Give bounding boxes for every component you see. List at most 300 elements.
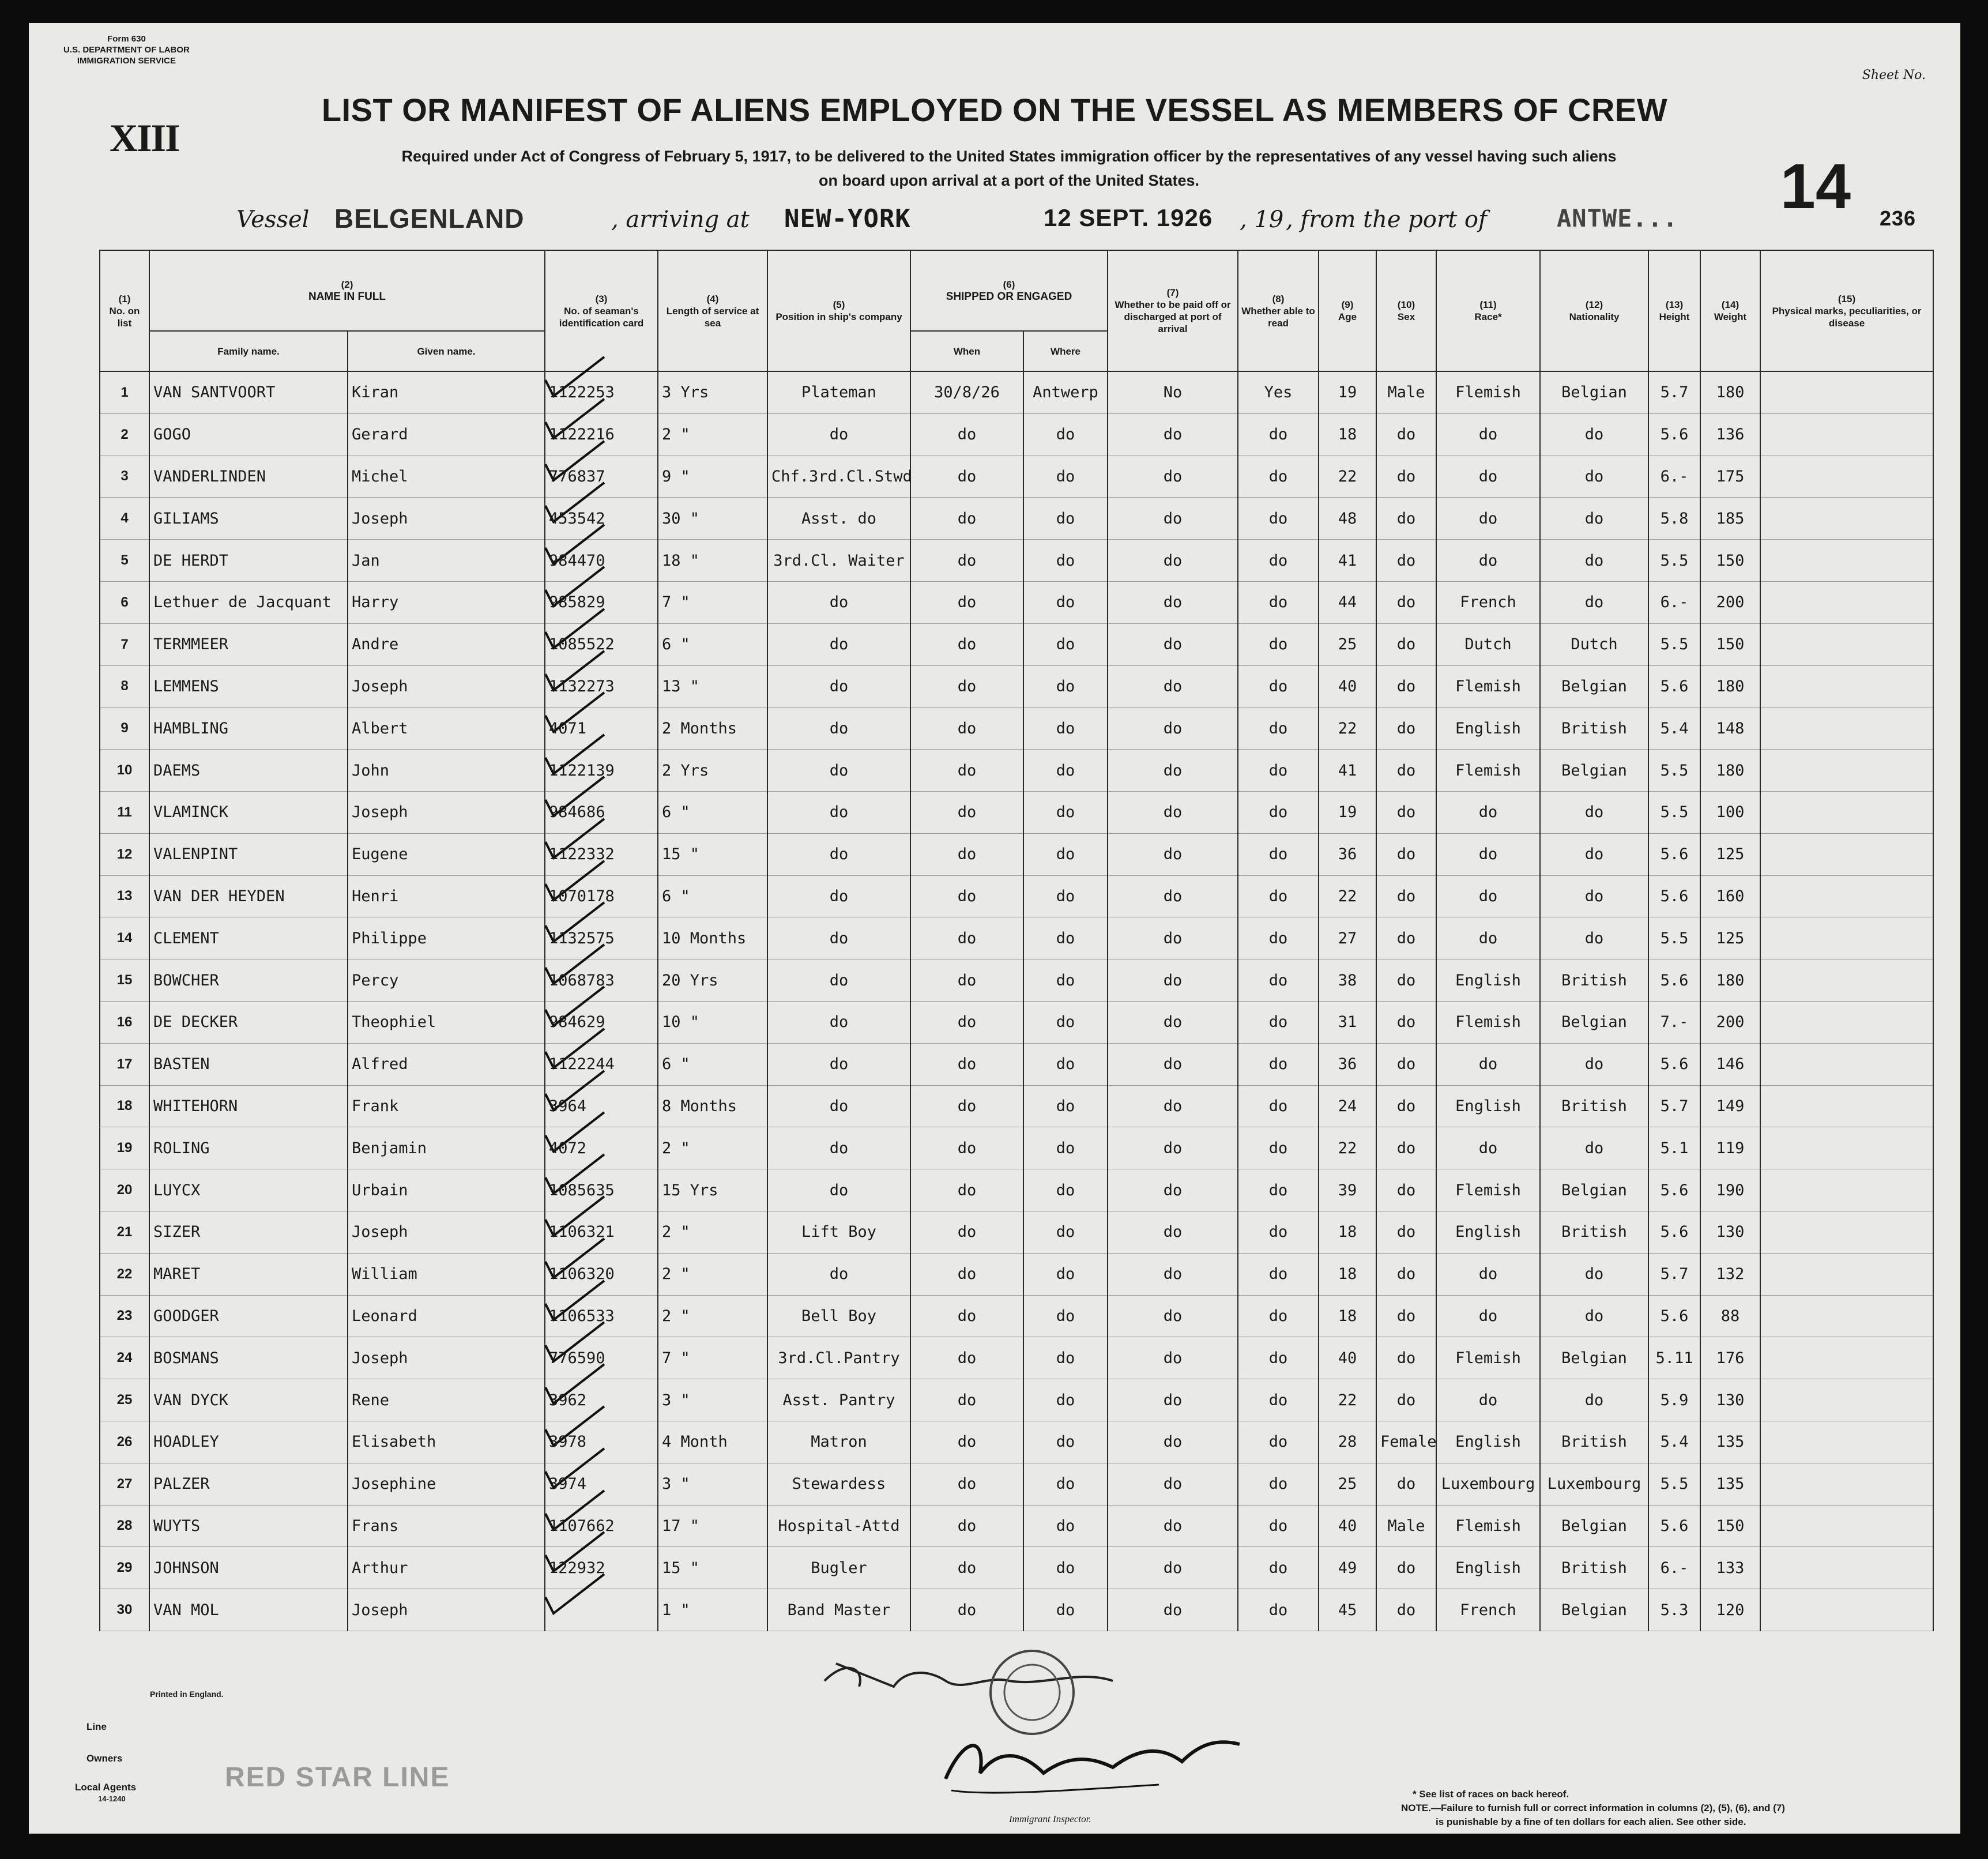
family-name: BOWCHER bbox=[149, 959, 348, 1002]
table-row bbox=[100, 959, 1933, 1002]
height: 5.5 bbox=[1648, 540, 1700, 582]
given-name: John bbox=[348, 750, 545, 792]
company-stamp: RED STAR LINE bbox=[225, 1762, 450, 1793]
shipped-where: do bbox=[1023, 581, 1108, 623]
row-number: 4 bbox=[100, 498, 149, 540]
family-name: VALENPINT bbox=[149, 833, 348, 875]
shipped-where: do bbox=[1023, 1169, 1108, 1211]
service-length: 15 " bbox=[658, 833, 767, 875]
id-card-number: 1070178 bbox=[549, 887, 615, 905]
service-length: 2 " bbox=[658, 413, 767, 456]
note-line-3: is punishable by a fine of ten dollars for each alien. See other side. bbox=[1436, 1816, 1746, 1827]
sex: do bbox=[1376, 1463, 1436, 1505]
able-to-read: do bbox=[1238, 1253, 1319, 1295]
physical-marks bbox=[1760, 665, 1933, 708]
table-row bbox=[100, 1547, 1933, 1589]
race: do bbox=[1436, 875, 1540, 917]
age: 45 bbox=[1319, 1589, 1376, 1631]
given-name: Albert bbox=[348, 708, 545, 750]
position: Matron bbox=[767, 1421, 910, 1463]
race: do bbox=[1436, 1127, 1540, 1169]
age: 39 bbox=[1319, 1169, 1376, 1211]
service-length: 13 " bbox=[658, 665, 767, 708]
able-to-read: do bbox=[1238, 665, 1319, 708]
table-row bbox=[100, 750, 1933, 792]
weight: 133 bbox=[1700, 1547, 1760, 1589]
shipped-where: do bbox=[1023, 540, 1108, 582]
given-name: Kiran bbox=[348, 371, 545, 413]
shipped-where: do bbox=[1023, 1421, 1108, 1463]
shipped-where: do bbox=[1023, 1043, 1108, 1085]
race: do bbox=[1436, 833, 1540, 875]
nationality: do bbox=[1540, 1295, 1648, 1337]
row-number: 13 bbox=[100, 875, 149, 917]
position: do bbox=[767, 833, 910, 875]
able-to-read: do bbox=[1238, 750, 1319, 792]
id-card-number: 985829 bbox=[549, 593, 605, 612]
sex: Female bbox=[1376, 1421, 1436, 1463]
height: 5.4 bbox=[1648, 1421, 1700, 1463]
family-name: WHITEHORN bbox=[149, 1085, 348, 1127]
id-card-number: 1106321 bbox=[549, 1223, 615, 1241]
nationality: Belgian bbox=[1540, 1337, 1648, 1379]
row-number: 6 bbox=[100, 581, 149, 623]
nationality: do bbox=[1540, 875, 1648, 917]
age: 41 bbox=[1319, 750, 1376, 792]
table-row bbox=[100, 665, 1933, 708]
family-name: VAN MOL bbox=[149, 1589, 348, 1631]
sex: do bbox=[1376, 750, 1436, 792]
nationality: Belgian bbox=[1540, 665, 1648, 708]
race: do bbox=[1436, 1043, 1540, 1085]
sheet-number: 14 bbox=[1780, 151, 1851, 222]
paid-off: do bbox=[1108, 1295, 1238, 1337]
given-name: Frank bbox=[348, 1085, 545, 1127]
position: do bbox=[767, 1169, 910, 1211]
height: 6.- bbox=[1648, 581, 1700, 623]
service-length: 2 Yrs bbox=[658, 750, 767, 792]
nationality: do bbox=[1540, 456, 1648, 498]
physical-marks bbox=[1760, 1085, 1933, 1127]
height: 5.9 bbox=[1648, 1379, 1700, 1421]
col-header-physical-marks: (15) Physical marks, peculiarities, or disease bbox=[1760, 250, 1933, 371]
id-card-number: 4071 bbox=[549, 719, 587, 737]
weight: 150 bbox=[1700, 623, 1760, 665]
sex: do bbox=[1376, 456, 1436, 498]
weight: 136 bbox=[1700, 413, 1760, 456]
table-row bbox=[100, 875, 1933, 917]
paid-off: do bbox=[1108, 1253, 1238, 1295]
subtitle-line-2: on board upon arrival at a port of the United States. bbox=[818, 172, 1200, 189]
col-header-number: (1) No. on list bbox=[100, 250, 149, 371]
paid-off: do bbox=[1108, 833, 1238, 875]
given-name: Jan bbox=[348, 540, 545, 582]
shipped-when: do bbox=[910, 665, 1023, 708]
family-name: GOGO bbox=[149, 413, 348, 456]
physical-marks bbox=[1760, 623, 1933, 665]
age: 24 bbox=[1319, 1085, 1376, 1127]
race: do bbox=[1436, 413, 1540, 456]
table-row bbox=[100, 791, 1933, 833]
physical-marks bbox=[1760, 1253, 1933, 1295]
shipped-when: do bbox=[910, 1379, 1023, 1421]
family-name: LEMMENS bbox=[149, 665, 348, 708]
race: English bbox=[1436, 708, 1540, 750]
shipped-where: do bbox=[1023, 623, 1108, 665]
row-number: 16 bbox=[100, 1001, 149, 1043]
height: 5.6 bbox=[1648, 1211, 1700, 1253]
col-header-nationality: (12) Nationality bbox=[1540, 250, 1648, 371]
table-row bbox=[100, 1505, 1933, 1547]
family-name: PALZER bbox=[149, 1463, 348, 1505]
position: Stewardess bbox=[767, 1463, 910, 1505]
physical-marks bbox=[1760, 1295, 1933, 1337]
physical-marks bbox=[1760, 1169, 1933, 1211]
physical-marks bbox=[1760, 1505, 1933, 1547]
sheet-label: Sheet No. bbox=[1862, 68, 1926, 82]
position: do bbox=[767, 875, 910, 917]
service-length: 6 " bbox=[658, 623, 767, 665]
handwritten-mark: XIII bbox=[110, 116, 179, 160]
weight: 175 bbox=[1700, 456, 1760, 498]
id-card-number: 1085522 bbox=[549, 635, 615, 654]
col-header-height: (13) Height bbox=[1648, 250, 1700, 371]
nationality: do bbox=[1540, 498, 1648, 540]
service-length: 10 " bbox=[658, 1001, 767, 1043]
table-row bbox=[100, 1169, 1933, 1211]
col-header-family-name: Family name. bbox=[149, 331, 348, 371]
nationality: Belgian bbox=[1540, 1001, 1648, 1043]
able-to-read: do bbox=[1238, 708, 1319, 750]
row-number: 5 bbox=[100, 540, 149, 582]
check-mark-icon bbox=[543, 1572, 607, 1618]
age: 25 bbox=[1319, 623, 1376, 665]
able-to-read: do bbox=[1238, 1421, 1319, 1463]
sex: do bbox=[1376, 1085, 1436, 1127]
weight: 100 bbox=[1700, 791, 1760, 833]
given-name: Joseph bbox=[348, 665, 545, 708]
paid-off: do bbox=[1108, 1337, 1238, 1379]
service-length: 4 Month bbox=[658, 1421, 767, 1463]
table-row bbox=[100, 1421, 1933, 1463]
family-name: LUYCX bbox=[149, 1169, 348, 1211]
paid-off: do bbox=[1108, 1085, 1238, 1127]
age: 44 bbox=[1319, 581, 1376, 623]
age: 22 bbox=[1319, 875, 1376, 917]
shipped-where: do bbox=[1023, 1127, 1108, 1169]
physical-marks bbox=[1760, 708, 1933, 750]
id-card-number: 984629 bbox=[549, 1013, 605, 1032]
shipped-where: do bbox=[1023, 1589, 1108, 1631]
weight: 180 bbox=[1700, 750, 1760, 792]
nationality: do bbox=[1540, 581, 1648, 623]
sex: do bbox=[1376, 581, 1436, 623]
given-name: Henri bbox=[348, 875, 545, 917]
table-body bbox=[100, 371, 1933, 1631]
table-row bbox=[100, 1043, 1933, 1085]
shipped-when: do bbox=[910, 708, 1023, 750]
weight: 88 bbox=[1700, 1295, 1760, 1337]
race: Flemish bbox=[1436, 1169, 1540, 1211]
age: 40 bbox=[1319, 1505, 1376, 1547]
height: 5.3 bbox=[1648, 1589, 1700, 1631]
row-number: 18 bbox=[100, 1085, 149, 1127]
sex: do bbox=[1376, 1379, 1436, 1421]
race: Luxembourg bbox=[1436, 1463, 1540, 1505]
col-header-paid-off: (7) Whether to be paid off or discharged at port of arrival bbox=[1108, 250, 1238, 371]
nationality: do bbox=[1540, 1253, 1648, 1295]
able-to-read: do bbox=[1238, 498, 1319, 540]
height: 6.- bbox=[1648, 456, 1700, 498]
service-length: 30 " bbox=[658, 498, 767, 540]
paid-off: do bbox=[1108, 1211, 1238, 1253]
table-row bbox=[100, 1127, 1933, 1169]
row-number: 26 bbox=[100, 1421, 149, 1463]
nationality: do bbox=[1540, 1043, 1648, 1085]
shipped-when: do bbox=[910, 1337, 1023, 1379]
position: do bbox=[767, 750, 910, 792]
able-to-read: do bbox=[1238, 623, 1319, 665]
shipped-when: do bbox=[910, 498, 1023, 540]
given-name: Benjamin bbox=[348, 1127, 545, 1169]
given-name: Joseph bbox=[348, 791, 545, 833]
printed-note: Printed in England. bbox=[150, 1689, 224, 1699]
table-row bbox=[100, 623, 1933, 665]
signature-and-seal bbox=[813, 1646, 1263, 1819]
shipped-where: do bbox=[1023, 1295, 1108, 1337]
age: 48 bbox=[1319, 498, 1376, 540]
row-number: 11 bbox=[100, 791, 149, 833]
nationality: do bbox=[1540, 413, 1648, 456]
table-row bbox=[100, 1001, 1933, 1043]
physical-marks bbox=[1760, 875, 1933, 917]
shipped-when: do bbox=[910, 581, 1023, 623]
service-length: 3 Yrs bbox=[658, 371, 767, 413]
able-to-read: do bbox=[1238, 456, 1319, 498]
age: 25 bbox=[1319, 1463, 1376, 1505]
row-number: 7 bbox=[100, 623, 149, 665]
shipped-when: do bbox=[910, 1253, 1023, 1295]
shipped-when: do bbox=[910, 1505, 1023, 1547]
physical-marks bbox=[1760, 581, 1933, 623]
vessel-name: BELGENLAND bbox=[334, 204, 525, 234]
id-card-number: 3964 bbox=[549, 1097, 587, 1115]
id-card-number: 984470 bbox=[549, 551, 605, 570]
sex: do bbox=[1376, 1295, 1436, 1337]
shipped-when: do bbox=[910, 791, 1023, 833]
nationality: do bbox=[1540, 917, 1648, 959]
weight: 150 bbox=[1700, 1505, 1760, 1547]
id-card-number: 1068783 bbox=[549, 971, 615, 989]
age: 36 bbox=[1319, 1043, 1376, 1085]
able-to-read: do bbox=[1238, 413, 1319, 456]
race: Flemish bbox=[1436, 750, 1540, 792]
nationality: do bbox=[1540, 1379, 1648, 1421]
able-to-read: do bbox=[1238, 1127, 1319, 1169]
row-number: 2 bbox=[100, 413, 149, 456]
sex: do bbox=[1376, 1337, 1436, 1379]
service-length: 7 " bbox=[658, 1337, 767, 1379]
height: 5.11 bbox=[1648, 1337, 1700, 1379]
nationality: British bbox=[1540, 959, 1648, 1002]
row-number: 17 bbox=[100, 1043, 149, 1085]
paid-off: do bbox=[1108, 581, 1238, 623]
table-row bbox=[100, 1085, 1933, 1127]
given-name: Arthur bbox=[348, 1547, 545, 1589]
sex: do bbox=[1376, 875, 1436, 917]
year-label: , 19 bbox=[1240, 206, 1284, 233]
page-title: LIST OR MANIFEST OF ALIENS EMPLOYED ON THE VESSEL AS MEMBERS OF CREW bbox=[321, 92, 1668, 128]
shipped-when: do bbox=[910, 1043, 1023, 1085]
age: 22 bbox=[1319, 708, 1376, 750]
family-name: CLEMENT bbox=[149, 917, 348, 959]
sex: do bbox=[1376, 917, 1436, 959]
position: do bbox=[767, 959, 910, 1002]
weight: 185 bbox=[1700, 498, 1760, 540]
position: 3rd.Cl. Waiter bbox=[767, 540, 910, 582]
physical-marks bbox=[1760, 1547, 1933, 1589]
shipped-where: do bbox=[1023, 1547, 1108, 1589]
sex: do bbox=[1376, 1169, 1436, 1211]
shipped-when: do bbox=[910, 1589, 1023, 1631]
age: 22 bbox=[1319, 456, 1376, 498]
service-length: 6 " bbox=[658, 791, 767, 833]
position: do bbox=[767, 623, 910, 665]
shipped-when: do bbox=[910, 1127, 1023, 1169]
family-name: WUYTS bbox=[149, 1505, 348, 1547]
family-name: DE HERDT bbox=[149, 540, 348, 582]
shipped-where: do bbox=[1023, 708, 1108, 750]
weight: 132 bbox=[1700, 1253, 1760, 1295]
family-name: GOODGER bbox=[149, 1295, 348, 1337]
family-name: BASTEN bbox=[149, 1043, 348, 1085]
able-to-read: Yes bbox=[1238, 371, 1319, 413]
family-name: VAN DYCK bbox=[149, 1379, 348, 1421]
row-number: 30 bbox=[100, 1589, 149, 1631]
able-to-read: do bbox=[1238, 875, 1319, 917]
shipped-where: do bbox=[1023, 1253, 1108, 1295]
paid-off: do bbox=[1108, 1547, 1238, 1589]
id-card-number: 1122332 bbox=[549, 845, 615, 864]
physical-marks bbox=[1760, 833, 1933, 875]
row-number: 29 bbox=[100, 1547, 149, 1589]
service-length: 3 " bbox=[658, 1463, 767, 1505]
service-length: 3 " bbox=[658, 1379, 767, 1421]
family-name: VLAMINCK bbox=[149, 791, 348, 833]
able-to-read: do bbox=[1238, 1295, 1319, 1337]
position: do bbox=[767, 1043, 910, 1085]
id-card-number: 1122216 bbox=[549, 426, 615, 444]
height: 5.6 bbox=[1648, 959, 1700, 1002]
sex: do bbox=[1376, 1253, 1436, 1295]
shipped-where: do bbox=[1023, 456, 1108, 498]
family-name: ROLING bbox=[149, 1127, 348, 1169]
sex: do bbox=[1376, 498, 1436, 540]
race: do bbox=[1436, 540, 1540, 582]
age: 28 bbox=[1319, 1421, 1376, 1463]
race: do bbox=[1436, 1379, 1540, 1421]
able-to-read: do bbox=[1238, 540, 1319, 582]
service-length: 6 " bbox=[658, 875, 767, 917]
weight: 200 bbox=[1700, 1001, 1760, 1043]
arrival-date: 12 SEPT. 1926 bbox=[1044, 204, 1213, 231]
shipped-when: do bbox=[910, 833, 1023, 875]
able-to-read: do bbox=[1238, 1043, 1319, 1085]
position: do bbox=[767, 708, 910, 750]
nationality: British bbox=[1540, 1547, 1648, 1589]
height: 5.6 bbox=[1648, 1169, 1700, 1211]
service-length: 2 " bbox=[658, 1127, 767, 1169]
given-name: Andre bbox=[348, 623, 545, 665]
service-length: 15 Yrs bbox=[658, 1169, 767, 1211]
col-header-race: (11) Race* bbox=[1436, 250, 1540, 371]
able-to-read: do bbox=[1238, 917, 1319, 959]
family-name: HAMBLING bbox=[149, 708, 348, 750]
race: do bbox=[1436, 917, 1540, 959]
age: 49 bbox=[1319, 1547, 1376, 1589]
row-number: 22 bbox=[100, 1253, 149, 1295]
shipped-when: do bbox=[910, 413, 1023, 456]
id-card-number: 1122139 bbox=[549, 761, 615, 780]
given-name: Joseph bbox=[348, 1211, 545, 1253]
shipped-where: do bbox=[1023, 1505, 1108, 1547]
paid-off: do bbox=[1108, 708, 1238, 750]
physical-marks bbox=[1760, 1589, 1933, 1631]
paid-off: do bbox=[1108, 875, 1238, 917]
line-label: Line bbox=[86, 1721, 107, 1732]
paid-off: do bbox=[1108, 1505, 1238, 1547]
col-header-position: (5) Position in ship's company bbox=[767, 250, 910, 371]
crew-manifest-table bbox=[99, 250, 1934, 1631]
paid-off: do bbox=[1108, 1589, 1238, 1631]
id-card-number: 3978 bbox=[549, 1433, 587, 1451]
id-card-number: 776837 bbox=[549, 467, 605, 486]
able-to-read: do bbox=[1238, 1547, 1319, 1589]
age: 19 bbox=[1319, 371, 1376, 413]
race: do bbox=[1436, 791, 1540, 833]
nationality: Belgian bbox=[1540, 371, 1648, 413]
sex: do bbox=[1376, 1211, 1436, 1253]
weight: 180 bbox=[1700, 665, 1760, 708]
height: 5.7 bbox=[1648, 1085, 1700, 1127]
shipped-when: do bbox=[910, 1211, 1023, 1253]
height: 5.6 bbox=[1648, 413, 1700, 456]
arriving-label: , arriving at bbox=[611, 206, 750, 233]
physical-marks bbox=[1760, 791, 1933, 833]
row-number: 10 bbox=[100, 750, 149, 792]
given-name: Alfred bbox=[348, 1043, 545, 1085]
shipped-when: do bbox=[910, 917, 1023, 959]
able-to-read: do bbox=[1238, 1169, 1319, 1211]
sex: do bbox=[1376, 1043, 1436, 1085]
shipped-where: do bbox=[1023, 1085, 1108, 1127]
table-row bbox=[100, 1295, 1933, 1337]
table-row bbox=[100, 1337, 1933, 1379]
nationality: Belgian bbox=[1540, 1589, 1648, 1631]
col-header-shipped: (6) SHIPPED OR ENGAGED bbox=[910, 250, 1108, 331]
shipped-when: do bbox=[910, 959, 1023, 1002]
id-card-number: 1122253 bbox=[549, 383, 615, 402]
given-name: Rene bbox=[348, 1379, 545, 1421]
form-number: Form 630 bbox=[107, 34, 146, 44]
table-row bbox=[100, 456, 1933, 498]
shipped-when: do bbox=[910, 1295, 1023, 1337]
nationality: British bbox=[1540, 1085, 1648, 1127]
race: Flemish bbox=[1436, 665, 1540, 708]
table-row bbox=[100, 1589, 1933, 1631]
given-name: Theophiel bbox=[348, 1001, 545, 1043]
family-name: VAN DER HEYDEN bbox=[149, 875, 348, 917]
